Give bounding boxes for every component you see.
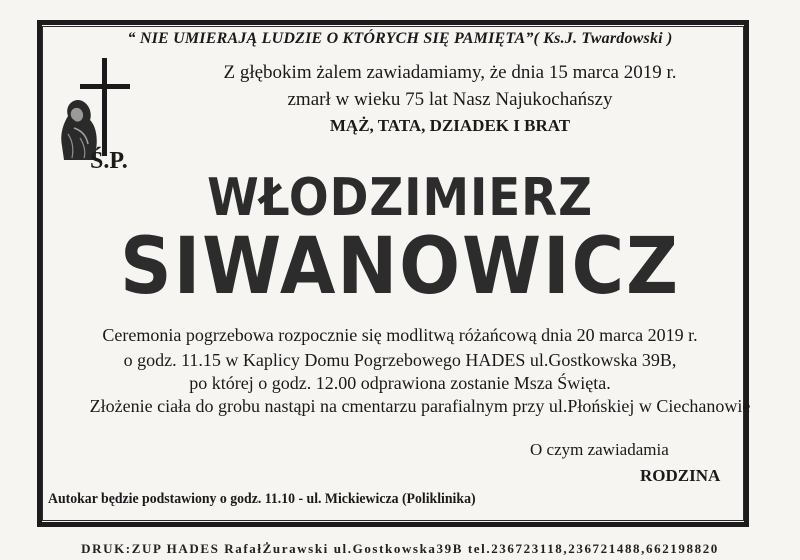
printer-footer: DRUK:ZUP HADES RafałŻurawski ul.Gostkowska39B tel.236723118,236721488,662198820: [81, 541, 719, 556]
bus-info: Autokar będzie podstawiony o godz. 11.10 - ul. Mickiewicza (Poliklinika): [48, 491, 476, 507]
intro-relations: MĄŻ, TATA, DZIADEK I BRAT: [329, 116, 571, 135]
family-signature: RODZINA: [640, 466, 721, 485]
intro-line-2: zmarł w wieku 75 lat Nasz Najukochańszy: [287, 89, 613, 110]
motto-quote: “ NIE UMIERAJĄ LUDZIE O KTÓRYCH SIĘ PAMIĘTA”( Ks.J. Twardowski ): [127, 30, 673, 47]
sp-abbreviation: Ś.P.: [90, 148, 128, 174]
ceremony-line-1: Ceremonia pogrzebowa rozpocznie się modlitwą różańcową dnia 20 marca 2019 r.: [102, 325, 698, 345]
ceremony-line-4: Złożenie ciała do grobu nastąpi na cmentarzu parafialnym przy ul.Płońskiej w Ciechanowie: [89, 396, 751, 416]
notification-text: O czym zawiadamia: [530, 440, 669, 459]
deceased-last-name: SIWANOWICZ: [120, 222, 680, 312]
intro-line-1: Z głębokim żalem zawiadamiamy, że dnia 15 marca 2019 r.: [223, 62, 677, 83]
ceremony-line-3: po której o godz. 12.00 odprawiona zostanie Msza Święta.: [189, 373, 611, 393]
deceased-first-name: WŁODZIMIERZ: [207, 168, 593, 228]
ceremony-line-2: o godz. 11.15 w Kaplicy Domu Pogrzebowego HADES ul.Gostkowska 39B,: [123, 350, 677, 370]
